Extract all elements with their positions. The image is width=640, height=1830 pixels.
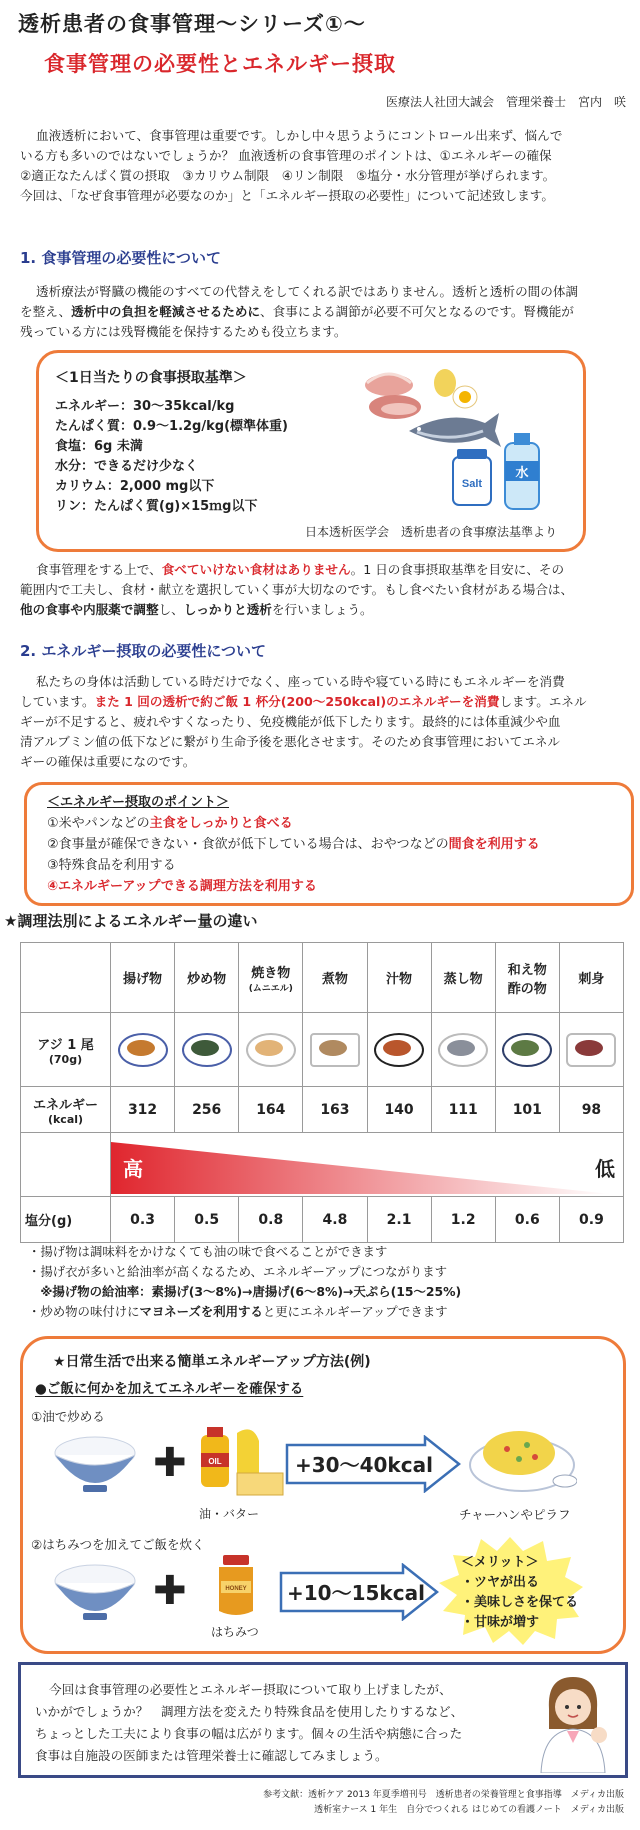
emphasis-text: 透析中の負担を軽減させるために: [71, 304, 261, 319]
energy-value: 98: [559, 1087, 623, 1133]
intake-item: エネルギー：30～35kcal/kg: [55, 399, 235, 414]
grilled-dish-icon: [246, 1033, 296, 1067]
series-title: 透析患者の食事管理～シリーズ①～: [18, 12, 366, 36]
merit-title: ＜メリット＞: [461, 1555, 539, 1570]
row-header: [21, 1013, 111, 1087]
text-run: 。1 日の食事摂取基準を目安に、その: [350, 562, 565, 577]
salt-value: 2.1: [367, 1197, 431, 1243]
para-line: ギーの確保は重要になのです。: [20, 754, 196, 769]
intro-line: 今回は、「なぜ食事管理が必要なのか」と「エネルギー摂取の必要性」について記述致します。: [20, 188, 554, 203]
para-line: [20, 302, 626, 322]
closing-box: [18, 1662, 628, 1778]
emphasis-text: また 1 回の透析で約ご飯 1 杯分(200～250kcal)のエネルギーを消費: [94, 694, 500, 709]
gradient-row-header: [21, 1133, 111, 1197]
salt-shaker-icon: [453, 449, 491, 505]
plus-icon: ✚: [153, 1440, 187, 1486]
intake-item: たんぱく質：0.9～1.2g/kg(標準体重): [55, 419, 288, 434]
salt-value: 0.5: [175, 1197, 239, 1243]
note-line: ・揚げ物は調味料をかけなくても油の味で食べることができます: [28, 1244, 388, 1259]
dish-cell: [303, 1013, 367, 1087]
intro-line: いる方も多いのではないでしょうか？ 血液透析の食事管理のポイントは、①エネルギーの確保: [20, 148, 552, 163]
merit-list: [461, 1553, 578, 1633]
method-note: (ムニエル): [248, 983, 293, 994]
salt-label: Salt: [461, 478, 483, 490]
para-line: 範囲内で工夫し、食材・献立を選択していく事が大切なのです。もし食べたい食材がある場合は、: [20, 582, 574, 597]
energy-points-title: ＜エネルギー摂取のポイント＞: [47, 795, 230, 810]
salt-value: 0.3: [111, 1197, 175, 1243]
text-run: を行いましょう。: [271, 602, 373, 617]
energy-value: 101: [495, 1087, 559, 1133]
oil-butter-icon: [193, 1423, 293, 1499]
row-sublabel: (70g): [48, 1052, 83, 1066]
note-line: ※揚げ物の給油率：素揚げ(3～8%)→唐揚げ(6～8%)→天ぷら(15～25%): [28, 1284, 462, 1299]
energy-gradient-wedge: [111, 1134, 623, 1196]
para-line: [20, 600, 626, 620]
tips-heading: ★日常生活で出来る簡単エネルギーアップ方法(例): [53, 1354, 371, 1370]
para-line: 透析療法が腎臓の機能のすべての代替えをしてくれる訳ではありません。透析と透析の間の体調: [36, 284, 579, 299]
fried-dish-icon: [118, 1033, 168, 1067]
section1-paragraph-2: [20, 560, 626, 620]
intake-item: 食塩：6g 未満: [55, 439, 143, 454]
stirfry-dish-icon: [182, 1033, 232, 1067]
row-label: エネルギー: [32, 1097, 98, 1113]
method-cell: [303, 943, 367, 1013]
text-run: し、: [158, 602, 184, 617]
method-cell: [495, 943, 559, 1013]
note-line: [28, 1302, 628, 1322]
intake-item: リン：たんぱく質(g)×15ｍg以下: [55, 499, 258, 514]
energy-value: 140: [367, 1087, 431, 1133]
references: [263, 1788, 624, 1818]
food-illustration: [359, 357, 579, 517]
text-run: ・炒め物の味付けに: [28, 1304, 140, 1319]
reference-line: 参考文献：透析ケア 2013 年夏季増刊号 透析患者の栄養管理と食事指導 メディカ出版: [263, 1790, 624, 1800]
salt-value: 0.6: [495, 1197, 559, 1243]
dish-cell: [431, 1013, 495, 1087]
example2-energy: +10～15kcal: [287, 1581, 425, 1605]
text-run: を整え、: [20, 304, 72, 319]
method-cell: [175, 943, 239, 1013]
energy-gradient-cell: [111, 1133, 624, 1197]
closing-text: [35, 1679, 463, 1767]
salt-value: 1.2: [431, 1197, 495, 1243]
rice-bowl-icon: [51, 1431, 141, 1495]
merit-item: ・甘味が増す: [461, 1615, 540, 1630]
intake-standard-list: [55, 397, 288, 517]
sashimi-dish-icon: [566, 1033, 616, 1067]
energy-points-box: [24, 782, 634, 906]
row-label: アジ 1 尾: [37, 1037, 94, 1053]
method-label: 焼き物: [251, 965, 291, 981]
method-label: 和え物: [507, 962, 547, 978]
energy-value: 164: [239, 1087, 303, 1133]
emphasis-text: しっかりと透析: [183, 602, 272, 617]
example1-label: ①油で炒める: [31, 1409, 105, 1424]
para-line: [20, 560, 626, 580]
method-label: 刺身: [578, 972, 605, 987]
low-label: 低: [595, 1156, 615, 1181]
method-label: 蒸し物: [443, 972, 483, 987]
method-label: 揚げ物: [123, 972, 163, 987]
example1-energy: +30～40kcal: [295, 1453, 433, 1477]
text-run: ①米やパンなどの: [47, 816, 150, 831]
table-corner: [21, 943, 111, 1013]
dish-cell: [175, 1013, 239, 1087]
water-bottle-icon: [505, 433, 539, 509]
tips-subheading: ●ご飯に何かを加えてエネルギーを確保する: [35, 1381, 304, 1397]
table-row: [21, 943, 624, 1013]
cooking-heading: ★調理法別によるエネルギー量の違い: [4, 912, 258, 930]
energy-point: [47, 834, 540, 855]
intake-item: 水分：できるだけ少なく: [55, 459, 199, 474]
text-run: と更にエネルギーアップできます: [262, 1304, 448, 1319]
table-row: [21, 1013, 624, 1087]
intake-standard-title: ＜1日当たりの食事摂取基準＞: [55, 370, 247, 386]
energy-point: [47, 813, 540, 834]
intake-standard-box: [36, 350, 586, 552]
table-row: [21, 1133, 624, 1197]
note-line: ・揚げ衣が多いと給油率が高くなるため、エネルギーアップにつながります: [28, 1264, 448, 1279]
section2-heading: 2. エネルギー摂取の必要性について: [20, 642, 267, 660]
intake-item: カリウム：2,000 mg以下: [55, 479, 215, 494]
oil-label: OIL: [208, 1457, 222, 1466]
closing-line: ちょっとした工夫により食事の幅は広がります。個々の生活や病態に合った: [35, 1726, 463, 1741]
salt-value: 4.8: [303, 1197, 367, 1243]
emphasis-text: 主食をしっかりと食べる: [149, 816, 293, 831]
text-run: します。エネル: [499, 694, 587, 709]
text-run: 、食事による調節が必要不可欠となるのです。腎機能が: [260, 304, 574, 319]
table-row: [21, 1197, 624, 1243]
merit-item: ・ツヤが出る: [461, 1575, 540, 1590]
method-label: 炒め物: [187, 972, 227, 987]
closing-line: いかがでしょうか？ 調理方法を変えたり特殊食品を使用したりするなど、: [35, 1704, 464, 1719]
example2-label: ②はちみつを加えてご飯を炊く: [31, 1537, 205, 1552]
section2-paragraph: [20, 672, 626, 772]
fried-rice-icon: [467, 1415, 577, 1499]
high-label: 高: [123, 1156, 143, 1181]
table-row: [21, 1087, 624, 1133]
example1-result: チャーハンやピラフ: [459, 1507, 571, 1522]
method-cell: [559, 943, 623, 1013]
cooking-table: [20, 942, 624, 1243]
closing-line: 食事は自施設の医師または管理栄養士に確認してみましょう。: [35, 1748, 388, 1763]
method-cell: [239, 943, 303, 1013]
dressed-dish-icon: [502, 1033, 552, 1067]
cooking-notes: [28, 1242, 628, 1322]
method-label: 煮物: [321, 972, 348, 987]
closing-line: 今回は食事管理の必要性とエネルギー摂取について取り上げましたが、: [49, 1682, 452, 1697]
energy-value: 163: [303, 1087, 367, 1133]
para-line: 清アルブミン値の低下などに繋がり生命予後を悪化させます。そのため食事管理においてエネル: [20, 734, 561, 749]
text-run: しています。: [20, 694, 95, 709]
reference-line: 透析室ナース 1 年生 自分でつくれる はじめての看護ノート メディカ出版: [314, 1805, 624, 1815]
method-cell: [111, 943, 175, 1013]
energy-value: 111: [431, 1087, 495, 1133]
merit-item: ・美味しさを保てる: [461, 1595, 579, 1610]
salt-value: 0.8: [239, 1197, 303, 1243]
energy-value: 256: [175, 1087, 239, 1133]
energy-tips-box: [20, 1336, 626, 1654]
honey-label: HONEY: [225, 1586, 247, 1592]
steamed-dish-icon: [438, 1033, 488, 1067]
dish-cell: [367, 1013, 431, 1087]
soup-dish-icon: [374, 1033, 424, 1067]
row-header: [21, 1087, 111, 1133]
para-line: [20, 692, 626, 712]
section1-heading: 1. 食事管理の必要性について: [20, 249, 222, 267]
text-run: ②食事量が確保できない・食欲が低下している場合は、おやつなどの: [47, 837, 449, 852]
honey-jar-icon: [213, 1553, 259, 1619]
meat-icon: [365, 374, 421, 419]
intro-line: ②適正なたんぱく質の摂取 ③カリウム制限 ④リン制限 ⑤塩分・水分管理が挙げられます。: [20, 168, 556, 183]
energy-point: ④エネルギーアップできる調理方法を利用する: [47, 879, 317, 894]
row-header: 塩分(g): [21, 1197, 111, 1243]
intro-paragraph: [20, 126, 626, 206]
page-title: 食事管理の必要性とエネルギー摂取: [44, 52, 396, 76]
dish-cell: [239, 1013, 303, 1087]
author-line: 医療法人社団大誠会 管理栄養士 宮内 咲: [385, 95, 626, 109]
dietitian-illustration: [527, 1669, 617, 1773]
simmered-dish-icon: [310, 1033, 360, 1067]
dish-cell: [559, 1013, 623, 1087]
emphasis-text: 食べていけない食材はありません: [161, 562, 351, 577]
method-note: 酢の物: [507, 981, 547, 997]
method-cell: [367, 943, 431, 1013]
rice-bowl-icon: [51, 1559, 141, 1623]
emphasis-text: 他の食事や内服薬で調整: [20, 602, 159, 617]
example2-items: はちみつ: [211, 1625, 259, 1639]
fish-icon: [409, 413, 501, 447]
egg-icon: [434, 369, 477, 408]
method-label: 汁物: [386, 972, 413, 987]
emphasis-text: 間食を利用する: [448, 837, 540, 852]
energy-value: 312: [111, 1087, 175, 1133]
cooking-table-wrap: [20, 942, 624, 1243]
para-line: ギーが不足すると、疲れやすくなったり、免疫機能が低下したります。最終的には体重減少や血: [20, 714, 561, 729]
para-line: 残っている方には残腎機能を保持するためも役立ちます。: [20, 324, 347, 339]
row-sublabel: (kcal): [47, 1112, 84, 1126]
energy-points-list: [47, 813, 540, 897]
text-run: 食事管理をする上で、: [36, 562, 162, 577]
section1-paragraph: [20, 282, 626, 342]
emphasis-text: マヨネーズを利用する: [139, 1304, 263, 1319]
method-cell: [431, 943, 495, 1013]
energy-point: ③特殊食品を利用する: [47, 858, 176, 873]
intro-line: 血液透析において、食事管理は重要です。しかし中々思うようにコントロール出来ず、悩んで: [36, 128, 563, 143]
example1-items: 油・バター: [199, 1507, 260, 1521]
water-label: 水: [515, 466, 529, 481]
para-line: 私たちの身体は活動している時だけでなく、座っている時や寝ている時にもエネルギーを消費: [36, 674, 565, 689]
intake-source: 日本透析医学会 透析患者の食事療法基準より: [304, 525, 557, 539]
plus-icon: ✚: [153, 1568, 187, 1614]
salt-value: 0.9: [559, 1197, 623, 1243]
dish-cell: [111, 1013, 175, 1087]
dish-cell: [495, 1013, 559, 1087]
